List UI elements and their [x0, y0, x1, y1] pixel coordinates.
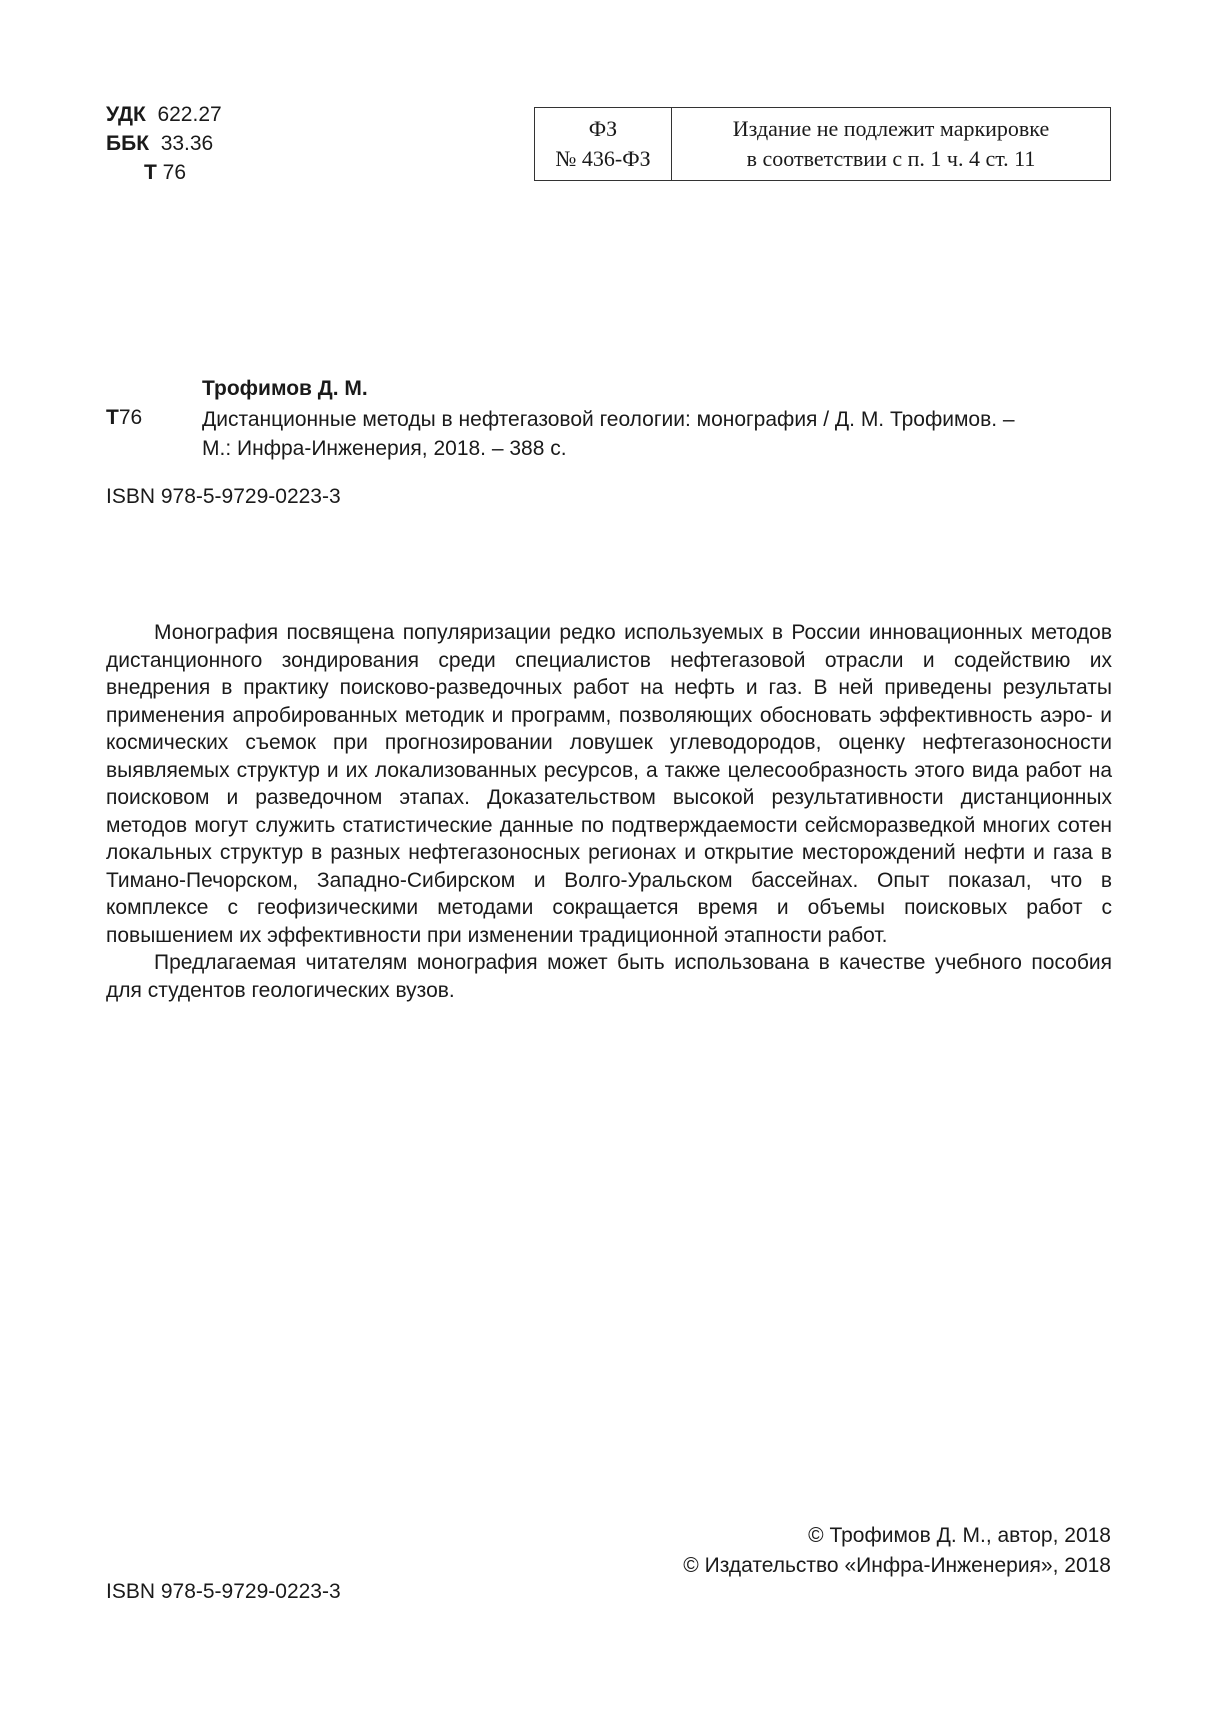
isbn-record: ISBN 978-5-9729-0223-3	[106, 485, 341, 508]
copyright-block	[683, 1521, 1111, 1581]
copyright-author: © Трофимов Д. М., автор, 2018	[808, 1524, 1111, 1547]
copyright-publisher: © Издательство «Инфра-Инженерия», 2018	[683, 1554, 1111, 1577]
isbn-bottom: ISBN 978-5-9729-0223-3	[106, 1580, 341, 1603]
marking-law-line2: № 436-ФЗ	[555, 146, 651, 171]
marking-law-cell	[535, 108, 672, 180]
abstract	[106, 619, 1112, 1004]
record-cutter-number: 76	[118, 406, 143, 429]
biblio-line1: Дистанционные методы в нефтегазовой геологии: монография / Д. М. Трофимов. –	[202, 408, 1015, 431]
classification-block	[106, 100, 222, 187]
cutter-value: 76	[162, 161, 187, 184]
abstract-paragraph-1: Монография посвящена популяризации редко используемых в России инновационных методов дистанционного зондирования среди специалистов нефтегазовой отрасли и содействию их внедрения в практику поисково-разведочных работ на нефть и газ. В ней приведены результаты применения апробированных методик и программ, позволяющих обосновать эффективность аэро- и космических съемок при прогнозировании ловушек углеводородов, оценку нефтегазоносности выявляемых структур и их локализованных ресурсов, а также целесообразность этого вида работ на поисковом и разведочном этапах. Доказательством высокой результативности дистанционных методов могут служить статистические данные по подтверждаемости сейсморазведкой многих сотен локальных структур в разных нефтегазоносных регионах и открытие месторождений нефти и газа в Тимано-Печорском, Западно-Сибирском и Волго-Уральском бассейнах. Опыт показал, что в комплексе с геофизическими методами сокращается время и объемы поисковых работ с повышением их эффективности при изменении традиционной этапности работ.	[106, 621, 1112, 947]
bibliographic-description	[202, 405, 1112, 463]
abstract-paragraph-2: Предлагаемая читателям монография может быть использована в качестве учебного пособия для студентов геологических вузов.	[106, 951, 1112, 1002]
record-cutter	[106, 406, 142, 430]
marking-box	[534, 107, 1111, 181]
marking-law-line1: ФЗ	[588, 116, 618, 141]
author-heading: Трофимов Д. М.	[202, 377, 368, 400]
bbk-row	[106, 129, 222, 158]
bbk-value: 33.36	[160, 132, 214, 155]
marking-note-line1: Издание не подлежит маркировке	[732, 116, 1050, 141]
cutter-row	[106, 158, 222, 187]
udk-row	[106, 100, 222, 129]
biblio-line2: М.: Инфра-Инженерия, 2018. – 388 с.	[202, 437, 567, 460]
udk-label: УДК	[106, 103, 146, 126]
bbk-label: ББК	[106, 132, 150, 155]
marking-note-cell	[672, 108, 1110, 180]
udk-value: 622.27	[157, 103, 222, 126]
record-cutter-letter: Т	[106, 406, 119, 429]
marking-note-line2: в соответствии с п. 1 ч. 4 ст. 11	[746, 146, 1036, 171]
cutter-label: Т	[144, 161, 157, 184]
